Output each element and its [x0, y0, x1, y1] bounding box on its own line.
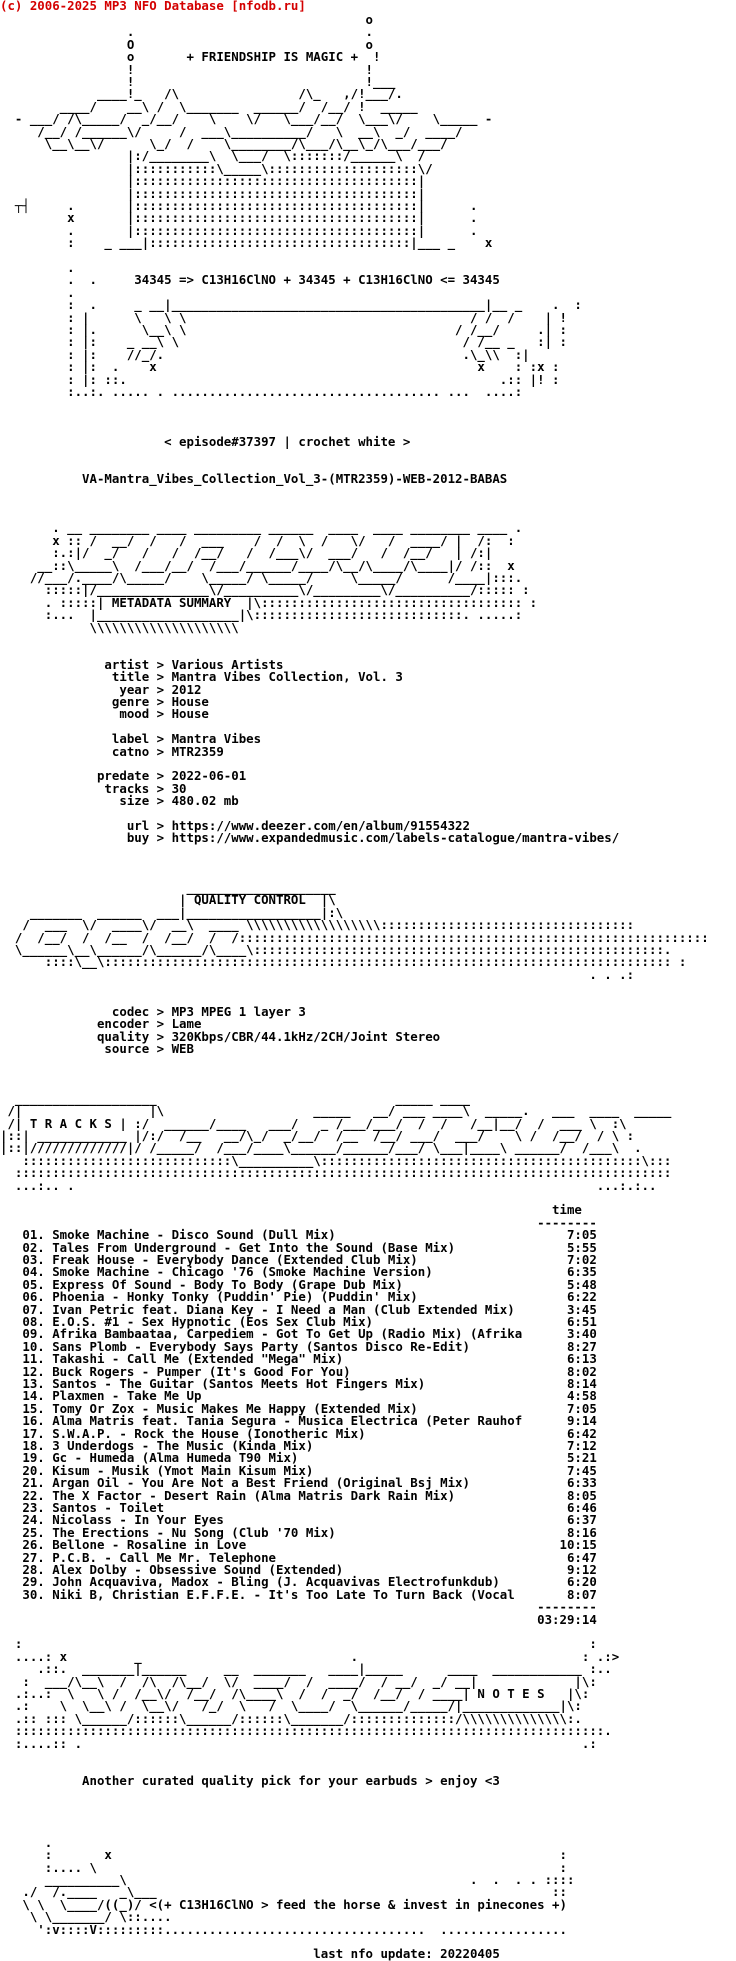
nfo-line: |::::::::::::::::::::::::::::::::::::::| [0, 173, 426, 189]
nfo-line: mood > House [0, 706, 209, 722]
nfo-line: tracks > 30 [0, 780, 187, 796]
nfo-line: 28. Alex Dolby - Obsessive Sound (Extended) 9:12 [0, 1562, 597, 1577]
nfo-line: __::\_____\ /___/__/ /___/______/____/\__/\____/\____|/ /:: x [0, 557, 515, 573]
nfo-line: 17. S.W.A.P. - Rock the House (Ionotheric Mix) 6:42 [0, 1425, 597, 1441]
nfo-line: __________\ . . . . :::: [0, 1872, 575, 1887]
nfo-line: time [0, 1202, 582, 1218]
nfo-line: | QUALITY CONTROL |\ [0, 892, 336, 908]
nfo-line: label > Mantra Vibes [0, 731, 262, 747]
nfo-line: / /__/ / /__ / /__/ / /::::::::::::::::::::::::::::::::::::::::::::::::::::::::::::::: [0, 929, 709, 945]
nfo-line: \______\__\______/\______/\____\:::::::::::::::::::::::::::::::::::::::::::::::::::::::. [0, 942, 672, 957]
nfo-line: / ___ \/ ____\/ __\ ____ \\\\\\\\\\\\\\\\\\:::::::::::::::::::::::::::::::::: [0, 917, 635, 933]
nfo-line: \ \_______/ \::.... [0, 1909, 172, 1925]
nfo-line: : ___/\__\ / /\ /\__/ \/ ____/ / ____/ / __/ _/ __| |\: [0, 1673, 597, 1689]
nfo-line: : |: ::. .:: |! : [0, 371, 560, 387]
nfo-line: genre > House [0, 694, 209, 709]
nfo-line: -------- [0, 1599, 597, 1615]
nfo-line: :.:|/ _/ / / /__/ / /___\/ ___/ / /__/ | /:| [0, 545, 493, 561]
nfo-line: 10. Sans Plomb - Everybody Says Party (Santos Disco Re-Edit) 8:27 [0, 1338, 597, 1354]
nfo-line: VA-Mantra_Vibes_Collection_Vol_3-(MTR2359)-WEB-2012-BABAS [0, 470, 508, 486]
nfo-line: 04. Smoke Machine - Chicago '76 (Smoke Machine Version) 6:35 [0, 1264, 597, 1280]
nfo-line: 20. Kisum - Musik (Ymot Main Kisum Mix) 7:45 [0, 1462, 597, 1478]
nfo-line: year > 2012 [0, 681, 202, 697]
nfo-line: . |::::::::::::::::::::::::::::::::::::::| . [0, 222, 478, 238]
nfo-line: . [0, 1834, 53, 1850]
nfo-line: ____________________ [0, 880, 336, 895]
nfo-line: :::::|/_______________\/__________\/_________\/__________/::::: : [0, 582, 530, 598]
nfo-line: |::::::::::::::::::::::::::::::::::::::| [0, 185, 426, 201]
nfo-line: : |: . x x : :x : [0, 359, 560, 375]
nfo-line: 30. Niki B, Christian E.F.F.E. - It's Too Late To Turn Back (Vocal 8:07 [0, 1586, 597, 1602]
nfo-line: 09. Afrika Bambaataa, Carpediem - Got To Get Up (Radio Mix) (Afrika 3:40 [0, 1326, 597, 1342]
nfo-line: ...:.. . ...:.:.. [0, 1177, 657, 1193]
nfo-line: 15. Tomy Or Zox - Music Makes Me Happy (Extended Mix) 7:05 [0, 1400, 597, 1416]
nfo-line: :... |___________________|\::::::::::::::::::::::::::::. .....: [0, 607, 523, 623]
nfo-line: x :: / __/ / / ___ / / \ / \/ / ____/ | /: : [0, 532, 515, 548]
nfo-line: x |::::::::::::::::::::::::::::::::::::::| . [0, 210, 478, 226]
nfo-line: 23. Santos - Toilet 6:46 [0, 1500, 597, 1515]
nfo-line: -------- [0, 1214, 597, 1230]
nfo-line: : |. \__\ \ / /__/ .| : [0, 322, 567, 337]
nfo-line: o + FRIENDSHIP IS MAGIC + ! [0, 49, 381, 65]
nfo-line: 19. Gc - Humeda (Alma Humeda T90 Mix) 5:21 [0, 1450, 597, 1466]
nfo-line: /| T R A C K S | :/ ______/____ ___/ _ /___/___/ / / /__|__/ / ___ \ :\ [0, 1115, 627, 1131]
nfo-line: . . [0, 24, 373, 40]
nfo-line: ! ! [0, 61, 373, 77]
nfo-line: .: \ \__\ / \__\/ /_/ \ / \____/ \______/_____/|_____________|\: [0, 1698, 582, 1714]
nfo-line: \ \ \____/((_)/ <(+ C13H16ClNO > feed the horse & invest in pinecones +) [0, 1896, 567, 1912]
nfo-line: 08. E.O.S. #1 - Sex Hypnotic (Eos Sex Club Mix) 6:51 [0, 1314, 597, 1329]
nfo-line: . __ ________ ____ _________ ______ ____ ____ ________ ____ . [0, 520, 523, 536]
nfo-line: . . 34345 => C13H16ClNO + 34345 + C13H16ClNO <= 34345 [0, 272, 500, 288]
nfo-line: : . _ __|__________________________________________|__ _ . : [0, 297, 582, 313]
nfo-line: predate > 2022-06-01 [0, 768, 247, 784]
nfo-line: 29. John Acquaviva, Madox - Bling (J. Acquavivas Electrofunkdub) 6:20 [0, 1574, 597, 1590]
nfo-line: ::::\__\:::::::::::::::::::::::::::::::::::::::::::::::::::::::::::::::::::::::::::: : [0, 954, 687, 970]
nfo-line: \\\\\\\\\\\\\\\\\\\\ [0, 619, 239, 635]
nfo-line: ! !___ [0, 74, 396, 89]
nfo-line: . [0, 260, 75, 275]
nfo-line: quality > 320Kbps/CBR/44.1kHz/2CH/Joint Stereo [0, 1028, 441, 1044]
nfo-line: . :::::| METADATA SUMMARY |\::::::::::::::::::::::::::::::::::: : [0, 594, 538, 610]
nfo-line: ':v::::V:::::::::................................... ................. [0, 1921, 567, 1937]
nfo-line: : _ ___|:::::::::::::::::::::::::::::::::::|___ _ x [0, 235, 493, 251]
nfo-line: :..:. ..... . .................................... ... ....: [0, 384, 523, 399]
nfo-line: title > Mantra Vibes Collection, Vol. 3 [0, 669, 403, 685]
nfo-line: :::::::::::::::::::::::::::::::::::::::::::::::::::::::::::::::::::::::::::::::::::::::: [0, 1165, 672, 1181]
nfo-line: artist > Various Artists [0, 656, 284, 672]
nfo-line: ____/ __\ / \_______ ______/ /__/ ! _____ [0, 98, 418, 114]
nfo-line: codec > MP3 MPEG 1 layer 3 [0, 1004, 306, 1019]
nfo-line: _______ ______ ___|__________________|:\ [0, 904, 344, 920]
nfo-line: ::::::::::::::::::::::::::::\__________\:::::::::::::::::::::::::::::::::::::::::::\::: [0, 1152, 672, 1168]
nfo-line: : |: _ __\ \ / /__ _ :| : [0, 334, 567, 350]
nfo-line: 27. P.C.B. - Call Me Mr. Telephone 6:47 [0, 1549, 597, 1565]
nfo-line: . . .: [0, 966, 635, 982]
nfo-line: |::|/////////////|/ /_____/ /___/____\______/______/___/ \___|____\ ______/ /___\ . [0, 1140, 642, 1156]
nfo-line: o [0, 12, 373, 27]
nfo-line: ___________________ _____ ____ [0, 1090, 470, 1106]
nfo-line: 05. Express Of Sound - Body To Body (Grape Dub Mix) 5:48 [0, 1276, 597, 1292]
nfo-line: 03. Freak House - Everybody Dance (Extended Club Mix) 7:02 [0, 1252, 597, 1267]
nfo-line: //___/.____/\_____/ \_____/ \_____/ \_____/ /____|:::. [0, 570, 523, 585]
nfo-line: 21. Argan Oil - You Are Not a Best Friend (Original Bsj Mix) 6:33 [0, 1475, 597, 1491]
nfo-line: .:..: \ \ / /__\/ /__/ /\____\ / / _/ /__/ / ____| N O T E S |\: [0, 1686, 590, 1701]
nfo-line: : |: //_/. .\_\\ :| [0, 346, 530, 362]
nfo-line: :.... \ : [0, 1859, 567, 1875]
nfo-line: 11. Takashi - Call Me (Extended "Mega" Mix) 6:13 [0, 1351, 597, 1367]
nfo-line: :....:: . .: [0, 1735, 597, 1751]
nfo-line: last nfo update: 20220405 [0, 1946, 500, 1961]
nfo-line: source > WEB [0, 1041, 194, 1057]
nfo-line: ....: x _ . : .:> [0, 1648, 620, 1664]
nfo-line: 18. 3 Underdogs - The Music (Kinda Mix) 7:12 [0, 1438, 597, 1453]
nfo-line: 02. Tales From Underground - Get Into the Sound (Base Mix) 5:55 [0, 1239, 597, 1255]
nfo-line: 26. Bellone - Rosaline in Love 10:15 [0, 1537, 597, 1553]
nfo-line: < episode#37397 | crochet white > [0, 433, 411, 449]
nfo-line: /| |\ _____ __/ ___ ____\ _____. ___ ____ _____ [0, 1103, 672, 1119]
nfo-line: Another curated quality pick for your earbuds > enjoy <3 [0, 1772, 500, 1788]
nfo-line: - ___/ /\_____/ _/__/ \ \/ \___/__/ \___\/ \_____ - [0, 111, 493, 127]
nfo-line: 03:29:14 [0, 1611, 597, 1627]
nfo-line: : x : [0, 1847, 567, 1863]
nfo-line: : | \ \ \ / / / | ! [0, 309, 567, 325]
nfo-line: 12. Buck Rogers - Pumper (It's Good For You) 8:02 [0, 1363, 597, 1379]
nfo-line: O o [0, 36, 373, 52]
nfo-line: |:/________\ \___/ \:::::::/______\ / [0, 148, 426, 164]
nfo-line: 25. The Erections - Nu Song (Club '70 Mix) 8:16 [0, 1524, 597, 1540]
nfo-line: 01. Smoke Machine - Disco Sound (Dull Mix) 7:05 [0, 1227, 597, 1243]
nfo-line: :::::::::::::::::::::::::::::::::::::::::::::::::::::::::::::::::::::::::::::::. [0, 1723, 612, 1739]
nfo-line: buy > https://www.expandedmusic.com/labels-catalogue/mantra-vibes/ [0, 830, 620, 846]
nfo-line: 24. Nicolass - In Your Eyes 6:37 [0, 1512, 597, 1528]
nfo-line: /__/ /______\/ / ___\__________/ \ __\ _/ ____/ [0, 123, 463, 139]
nfo-line: \__\__\/ \_/ / \________/\___/\__\_/\___/___/ [0, 136, 448, 151]
nfo-line: 22. The X Factor - Desert Rain (Alma Matris Dark Rain Mix) 8:05 [0, 1487, 597, 1503]
nfo-line: .::. _______|______ __ _______ ____|_____ ____ ____________ :.. [0, 1661, 612, 1677]
nfo-line: encoder > Lame [0, 1016, 202, 1032]
nfo-line: url > https://www.deezer.com/en/album/91554322 [0, 818, 470, 833]
nfo-line: .:: ::: \______/::::::\______/::::::\_______/::::::::::::::/\\\\\\\\\\\\\\:. [0, 1710, 582, 1726]
nfo-line: 13. Santos - The Guitar (Santos Meets Hot Fingers Mix) 8:14 [0, 1376, 597, 1391]
nfo-line: 16. Alma Matris feat. Tania Segura - Musica Electrica (Peter Rauhof 9:14 [0, 1413, 597, 1429]
nfo-line: 14. Plaxmen - Take Me Up 4:58 [0, 1388, 597, 1404]
nfo-line: catno > MTR2359 [0, 743, 224, 759]
nfo-line: ┬┤ . |::::::::::::::::::::::::::::::::::::::| . [0, 198, 478, 213]
nfo-line: 06. Phoenia - Honky Tonky (Puddin' Pie) (Puddin' Mix) 6:22 [0, 1289, 597, 1305]
nfo-line: |:::::::::::\_____\::::::::::::::::::::\/ [0, 160, 433, 176]
nfo-line: . [0, 284, 75, 300]
nfo-line: |::| ____________ |/:/ /__ __/\_/ _/__/ /__ /__/ ___/ ___/ \ / /__/ / \ : [0, 1128, 635, 1143]
nfo-line: ____!_ /\ /\_ ,/!___/. [0, 86, 403, 102]
nfo-line: ./ /.____ _\___ :: [0, 1884, 567, 1900]
nfo-line: : : [0, 1636, 597, 1652]
nfo-line: 07. Ivan Petric feat. Diana Key - I Need a Man (Club Extended Mix) 3:45 [0, 1301, 597, 1317]
header-banner: (c) 2006-2025 MP3 NFO Database [nfodb.ru] [0, 0, 306, 13]
nfo-line: size > 480.02 mb [0, 793, 239, 809]
